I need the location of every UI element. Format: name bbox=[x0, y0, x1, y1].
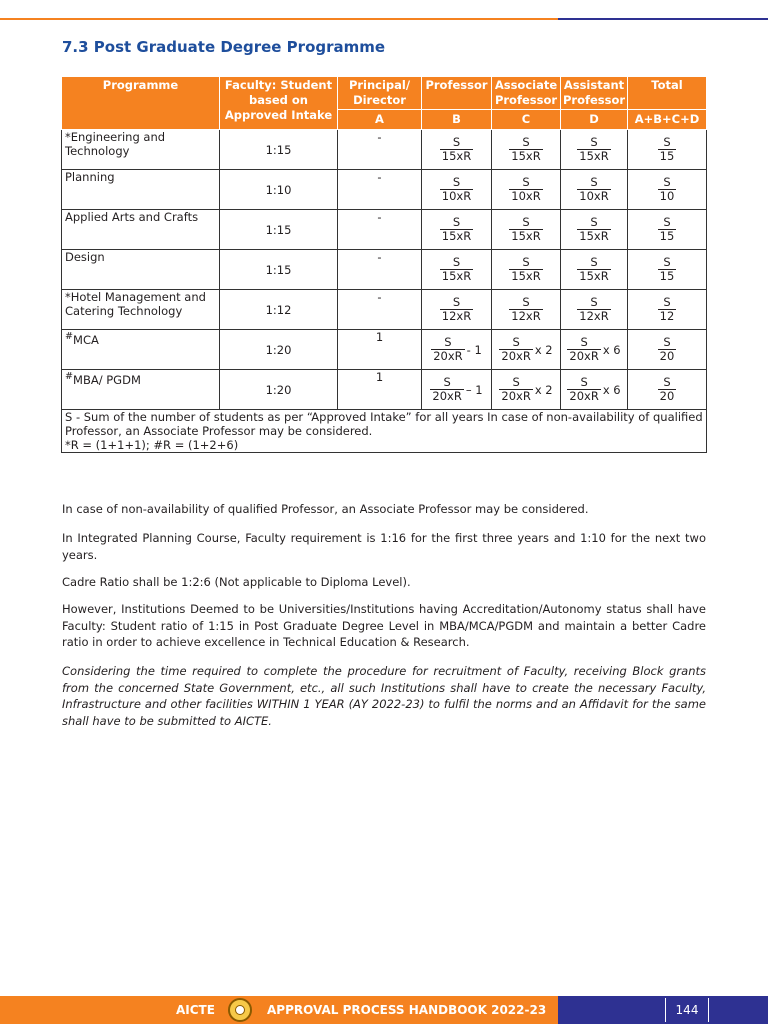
subheader-c: C bbox=[492, 110, 561, 130]
fraction-numerator: S bbox=[512, 375, 520, 389]
table-row bbox=[62, 250, 707, 290]
header-total: Total bbox=[628, 77, 707, 110]
fraction-denominator: 20xR bbox=[569, 349, 599, 363]
fraction-denominator: 15xR bbox=[511, 229, 541, 243]
professor-cell bbox=[422, 210, 492, 250]
professor-cell bbox=[422, 170, 492, 210]
fraction-numerator: S bbox=[452, 215, 461, 229]
paragraph-recruitment-timeline: Considering the time required to complete the procedure for recruitment of Faculty, receiving Block grants from the concerned State Government, etc., all such Institutions shall have to create the necessary Faculty, Infrastructure and other facilities WITHIN 1 YEAR (AY 2022-23) to fulfil the norms and an Affidavit for the same shall have to be submitted to AICTE. bbox=[62, 664, 706, 728]
fraction-denominator: 20xR bbox=[569, 389, 599, 403]
fraction bbox=[567, 336, 600, 363]
footer-title: APPROVAL PROCESS HANDBOOK 2022-23 bbox=[267, 1003, 547, 1017]
fraction bbox=[440, 296, 473, 323]
table-row bbox=[62, 170, 707, 210]
assistant-cell bbox=[561, 370, 628, 410]
fraction-denominator: 12xR bbox=[579, 309, 609, 323]
total-cell bbox=[628, 370, 707, 410]
programme-mark: # bbox=[65, 371, 74, 382]
assistant-cell bbox=[561, 330, 628, 370]
professor-cell bbox=[422, 290, 492, 330]
assistant-cell bbox=[561, 170, 628, 210]
fraction-denominator: 20xR bbox=[501, 349, 531, 363]
director-cell: 1 bbox=[338, 330, 422, 370]
fraction-operator: x 6 bbox=[602, 342, 621, 357]
fraction-denominator: 15 bbox=[659, 269, 675, 283]
programme-cell: Planning bbox=[62, 170, 220, 210]
fraction-numerator: S bbox=[663, 215, 671, 229]
professor-cell bbox=[422, 370, 492, 410]
fraction-denominator: 12 bbox=[659, 309, 675, 323]
fraction-numerator: S bbox=[522, 175, 530, 189]
total-cell bbox=[628, 130, 707, 170]
note-r-formula: *R = (1+1+1); #R = (1+2+6) bbox=[65, 438, 239, 452]
ratio-cell: 1:20 bbox=[220, 330, 338, 370]
fraction-denominator: 15xR bbox=[511, 149, 541, 163]
professor-cell bbox=[422, 330, 492, 370]
fraction-numerator: S bbox=[663, 295, 671, 309]
fraction bbox=[658, 256, 677, 283]
header-programme: Programme bbox=[62, 77, 220, 130]
associate-cell bbox=[492, 370, 561, 410]
assistant-cell bbox=[561, 290, 628, 330]
table-notes bbox=[62, 410, 707, 453]
footer-bar-blue bbox=[558, 996, 768, 1024]
fraction-denominator: 12xR bbox=[441, 309, 472, 323]
header-professor: Professor bbox=[422, 77, 492, 110]
fraction bbox=[440, 176, 473, 203]
fraction-denominator: 15 bbox=[659, 229, 675, 243]
fraction-numerator: S bbox=[590, 255, 598, 269]
ratio-cell: 1:10 bbox=[220, 170, 338, 210]
fraction bbox=[658, 136, 677, 163]
table-row bbox=[62, 330, 707, 370]
fraction bbox=[509, 136, 542, 163]
fraction-denominator: 20xR bbox=[501, 389, 531, 403]
fraction-denominator: 12xR bbox=[511, 309, 541, 323]
programme-mark: # bbox=[65, 331, 74, 342]
subheader-b: B bbox=[422, 110, 492, 130]
page-number: 144 bbox=[665, 998, 709, 1022]
fraction bbox=[567, 376, 600, 403]
programme-label: MCA bbox=[73, 332, 99, 347]
fraction bbox=[658, 176, 677, 203]
fraction bbox=[577, 216, 610, 243]
fraction-numerator: S bbox=[590, 295, 598, 309]
fraction-denominator: 20xR bbox=[433, 349, 463, 363]
fraction-denominator: 15xR bbox=[579, 149, 609, 163]
fraction-denominator: 20xR bbox=[432, 389, 462, 403]
header-faculty-ratio: Faculty: Student based on Approved Intake bbox=[220, 77, 338, 130]
programme-cell: *Hotel Management and Catering Technology bbox=[62, 290, 220, 330]
footer-org: AICTE bbox=[176, 1003, 215, 1017]
fraction-numerator: S bbox=[590, 215, 598, 229]
total-cell bbox=[628, 330, 707, 370]
fraction bbox=[440, 136, 473, 163]
fraction-numerator: S bbox=[452, 135, 461, 149]
fraction-denominator: 15xR bbox=[441, 149, 472, 163]
ratio-cell: 1:12 bbox=[220, 290, 338, 330]
header-assistant: Assistant Professor bbox=[561, 77, 628, 110]
associate-cell bbox=[492, 130, 561, 170]
header-principal: Principal/ Director bbox=[338, 77, 422, 110]
associate-cell bbox=[492, 290, 561, 330]
associate-cell bbox=[492, 170, 561, 210]
fraction-numerator: S bbox=[512, 335, 520, 349]
fraction bbox=[658, 376, 677, 403]
fraction-numerator: S bbox=[522, 215, 530, 229]
director-cell: - bbox=[338, 250, 422, 290]
header-rule-blue bbox=[558, 18, 768, 20]
fraction bbox=[577, 136, 610, 163]
table-row bbox=[62, 210, 707, 250]
fraction bbox=[509, 256, 542, 283]
table-row bbox=[62, 290, 707, 330]
assistant-cell bbox=[561, 210, 628, 250]
total-cell bbox=[628, 290, 707, 330]
assistant-cell bbox=[561, 250, 628, 290]
table-row bbox=[62, 130, 707, 170]
fraction-denominator: 10 bbox=[659, 189, 675, 203]
fraction bbox=[658, 296, 677, 323]
fraction-numerator: S bbox=[522, 135, 530, 149]
ratio-cell: 1:15 bbox=[220, 250, 338, 290]
fraction bbox=[509, 216, 542, 243]
fraction bbox=[577, 296, 610, 323]
fraction bbox=[577, 256, 610, 283]
director-cell: - bbox=[338, 290, 422, 330]
faculty-norms-table bbox=[61, 76, 707, 453]
table-header-row bbox=[62, 77, 707, 110]
table-row bbox=[62, 370, 707, 410]
fraction bbox=[499, 336, 532, 363]
associate-cell bbox=[492, 330, 561, 370]
fraction-denominator: 20 bbox=[659, 349, 675, 363]
fraction-operator: - 1 bbox=[466, 342, 482, 357]
fraction-denominator: 15xR bbox=[441, 269, 472, 283]
fraction bbox=[658, 336, 677, 363]
programme-cell: *Engineering and Technology bbox=[62, 130, 220, 170]
fraction-numerator: S bbox=[452, 255, 461, 269]
paragraph-deemed-universities: However, Institutions Deemed to be Universities/Institutions having Accreditation/Autonomy status shall have Faculty: Student ratio of 1:15 in Post Graduate Degree Level in MBA/MCA/PGDM and maintain a better Cadre ratio in order to achieve excellence in Technical Education & Research. bbox=[62, 602, 706, 649]
director-cell: - bbox=[338, 170, 422, 210]
paragraph-integrated-planning: In Integrated Planning Course, Faculty requirement is 1:16 for the first three years and 1:10 for the next two years. bbox=[62, 531, 706, 562]
fraction bbox=[509, 176, 542, 203]
fraction bbox=[577, 176, 610, 203]
programme-cell bbox=[62, 370, 220, 410]
fraction-numerator: S bbox=[522, 295, 530, 309]
ratio-cell: 1:15 bbox=[220, 130, 338, 170]
fraction-denominator: 10xR bbox=[441, 189, 472, 203]
fraction bbox=[440, 256, 473, 283]
paragraph-cadre-ratio: Cadre Ratio shall be 1:2:6 (Not applicable to Diploma Level). bbox=[62, 575, 411, 589]
fraction-numerator: S bbox=[663, 135, 671, 149]
total-cell bbox=[628, 210, 707, 250]
fraction-numerator: S bbox=[580, 375, 588, 389]
fraction-numerator: S bbox=[663, 175, 671, 189]
fraction-denominator: 15xR bbox=[579, 269, 609, 283]
fraction-numerator: S bbox=[663, 255, 671, 269]
fraction-numerator: S bbox=[452, 175, 461, 189]
associate-cell bbox=[492, 250, 561, 290]
fraction-numerator: S bbox=[663, 335, 671, 349]
subheader-total: A+B+C+D bbox=[628, 110, 707, 130]
fraction-operator: x 2 bbox=[534, 382, 553, 397]
director-cell: - bbox=[338, 210, 422, 250]
aicte-seal-icon bbox=[228, 998, 252, 1022]
programme-label: MBA/ PGDM bbox=[73, 372, 141, 387]
header-rule-orange bbox=[0, 18, 558, 20]
fraction-numerator: S bbox=[590, 175, 598, 189]
fraction bbox=[658, 216, 677, 243]
table-notes-row bbox=[62, 410, 707, 453]
fraction bbox=[509, 296, 542, 323]
professor-cell bbox=[422, 250, 492, 290]
fraction bbox=[430, 376, 463, 403]
programme-cell bbox=[62, 330, 220, 370]
fraction-operator: – 1 bbox=[465, 382, 483, 397]
director-cell: 1 bbox=[338, 370, 422, 410]
fraction-denominator: 15xR bbox=[511, 269, 541, 283]
fraction-denominator: 15 bbox=[659, 149, 675, 163]
fraction-operator: x 6 bbox=[602, 382, 621, 397]
fraction-numerator: S bbox=[444, 335, 452, 349]
fraction-denominator: 20 bbox=[659, 389, 675, 403]
fraction-denominator: 10xR bbox=[579, 189, 609, 203]
fraction-denominator: 15xR bbox=[579, 229, 609, 243]
programme-cell: Applied Arts and Crafts bbox=[62, 210, 220, 250]
fraction-numerator: S bbox=[443, 375, 451, 389]
ratio-cell: 1:15 bbox=[220, 210, 338, 250]
total-cell bbox=[628, 250, 707, 290]
note-definition: S - Sum of the number of students as per “Approved Intake” for all years In case of non-availability of qualified Professor, an Associate Professor may be considered. bbox=[65, 410, 703, 438]
fraction-numerator: S bbox=[452, 295, 461, 309]
director-cell: - bbox=[338, 130, 422, 170]
fraction bbox=[499, 376, 532, 403]
fraction bbox=[431, 336, 464, 363]
fraction-numerator: S bbox=[663, 375, 671, 389]
fraction-operator: x 2 bbox=[534, 342, 553, 357]
fraction-denominator: 10xR bbox=[511, 189, 541, 203]
header-associate: Associate Professor bbox=[492, 77, 561, 110]
fraction bbox=[440, 216, 473, 243]
subheader-d: D bbox=[561, 110, 628, 130]
associate-cell bbox=[492, 210, 561, 250]
ratio-cell: 1:20 bbox=[220, 370, 338, 410]
table-body bbox=[62, 130, 707, 453]
fraction-numerator: S bbox=[580, 335, 588, 349]
section-title: 7.3 Post Graduate Degree Programme bbox=[62, 38, 386, 56]
professor-cell bbox=[422, 130, 492, 170]
assistant-cell bbox=[561, 130, 628, 170]
fraction-denominator: 15xR bbox=[441, 229, 472, 243]
subheader-a: A bbox=[338, 110, 422, 130]
paragraph-non-availability: In case of non-availability of qualified Professor, an Associate Professor may be considered. bbox=[62, 502, 589, 516]
total-cell bbox=[628, 170, 707, 210]
fraction-numerator: S bbox=[590, 135, 598, 149]
programme-cell: Design bbox=[62, 250, 220, 290]
fraction-numerator: S bbox=[522, 255, 530, 269]
